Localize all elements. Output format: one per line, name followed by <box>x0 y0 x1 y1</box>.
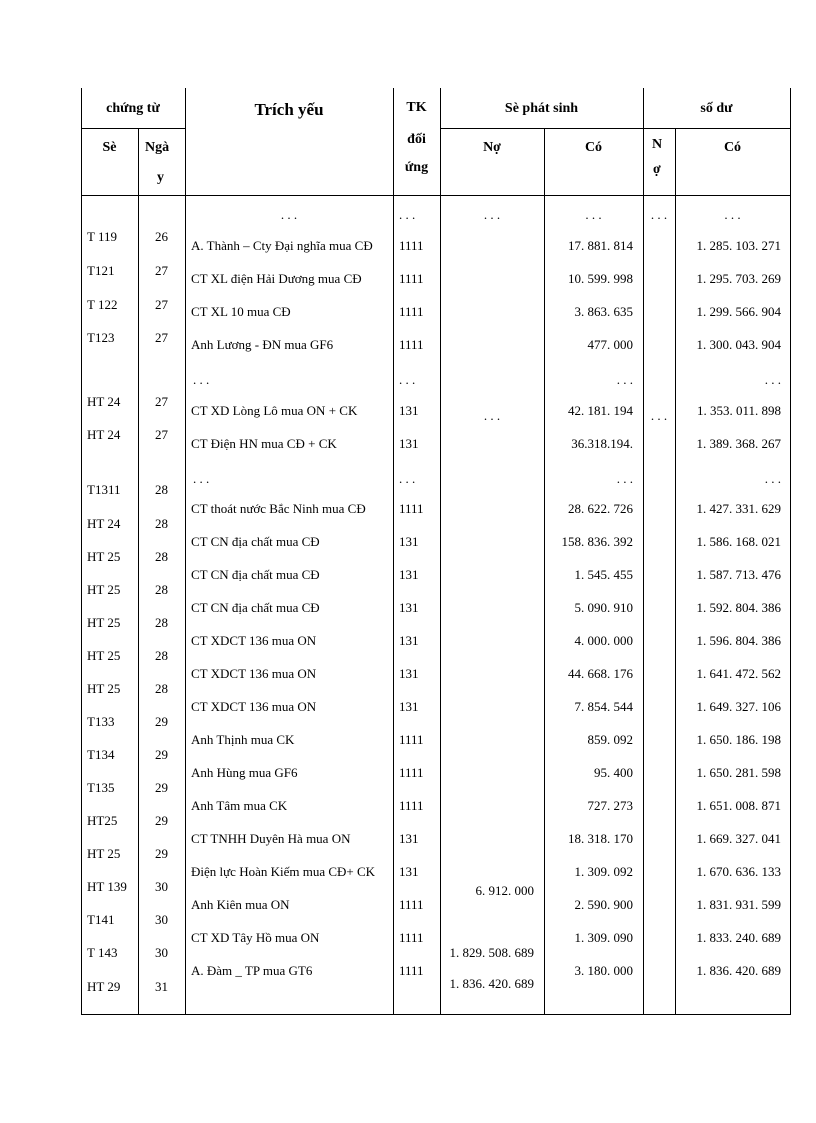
row-ngay: 27 <box>155 427 168 442</box>
row-trich-yeu: Điện lực Hoàn Kiếm mua CĐ+ CK <box>191 864 376 879</box>
row-trich-yeu: CT CN địa chất mua CĐ <box>191 567 320 582</box>
row-ngay: 30 <box>155 912 168 927</box>
row-so: HT25 <box>87 813 118 828</box>
row-co: 1. 309. 090 <box>574 930 633 945</box>
row-so: HT 24 <box>87 394 121 409</box>
row-trich-yeu: . . . <box>193 372 210 387</box>
row-co: 477. 000 <box>587 337 633 352</box>
col-rule <box>81 88 82 1015</box>
row-du-co: . . . <box>764 372 781 387</box>
row-ngay: 26 <box>155 229 168 244</box>
row-ngay: 27 <box>155 330 168 345</box>
row-ngay: 29 <box>155 780 168 795</box>
row-trich-yeu: Anh Tâm mua CK <box>191 798 288 813</box>
row-so: T123 <box>87 330 115 345</box>
row-so: T 122 <box>87 297 118 312</box>
row-du-co: 1. 650. 281. 598 <box>696 765 781 780</box>
row-so: T135 <box>87 780 115 795</box>
row-tk: 1111 <box>399 337 424 352</box>
header-ngay-cont: y <box>157 170 164 185</box>
row-tk: 1111 <box>399 271 424 286</box>
row-ngay: 28 <box>155 582 168 597</box>
row-trich-yeu: CT thoát nước Bắc Ninh mua CĐ <box>191 501 366 516</box>
row-trich-yeu: CT XD Tây Hồ mua ON <box>191 930 320 945</box>
row-ngay: 29 <box>155 747 168 762</box>
row-ngay: 27 <box>155 394 168 409</box>
row-tk: 131 <box>399 633 419 648</box>
row-co: 18. 318. 170 <box>568 831 633 846</box>
row-trich-yeu: CT XD Lòng Lô mua ON + CK <box>191 403 358 418</box>
row-trich-yeu: A. Đàm _ TP mua GT6 <box>191 963 313 978</box>
row-du-co: 1. 641. 472. 562 <box>696 666 781 681</box>
header-sub-rule <box>440 128 790 129</box>
row-ngay: 27 <box>155 297 168 312</box>
row-trich-yeu: CT XDCT 136 mua ON <box>191 666 317 681</box>
row-so: T121 <box>87 263 115 278</box>
row-tk: . . . <box>399 471 416 486</box>
row-tk: 1111 <box>399 897 424 912</box>
row-du-co: 1. 649. 327. 106 <box>696 699 781 714</box>
du-no-value-merged: . . . <box>650 408 668 423</box>
header-tk-doi: đối <box>407 132 426 147</box>
row-tk: 1111 <box>399 238 424 253</box>
header-bottom-rule <box>81 195 791 196</box>
row-trich-yeu: CT TNHH Duyên Hà mua ON <box>191 831 351 846</box>
row-ngay: 28 <box>155 615 168 630</box>
row-ngay: 29 <box>155 813 168 828</box>
ellipsis-trich-yeu: . . . <box>280 207 298 222</box>
row-tk: 1111 <box>399 798 424 813</box>
row-trich-yeu: CT XL điện Hải Dương mua CĐ <box>191 271 362 286</box>
no-amount: 1. 836. 420. 689 <box>449 976 534 991</box>
row-trich-yeu: Anh Kiên mua ON <box>191 897 290 912</box>
row-tk: 131 <box>399 666 419 681</box>
header-co: Có <box>584 140 603 155</box>
col-rule <box>643 88 644 1015</box>
row-co: 3. 180. 000 <box>574 963 633 978</box>
header-du-no-cont: ợ <box>653 162 661 177</box>
row-du-co: 1. 427. 331. 629 <box>696 501 781 516</box>
header-no: Nợ <box>483 140 501 155</box>
row-co: 3. 863. 635 <box>574 304 633 319</box>
header-so-du: số dư <box>700 101 733 116</box>
table-bottom-rule <box>81 1014 791 1015</box>
row-so: T 119 <box>87 229 117 244</box>
no-amount: 1. 829. 508. 689 <box>449 945 534 960</box>
row-so: HT 24 <box>87 516 121 531</box>
row-trich-yeu: Anh Lương - ĐN mua GF6 <box>191 337 334 352</box>
row-du-co: 1. 285. 103. 271 <box>696 238 781 253</box>
header-ngay: Ngà <box>145 140 170 155</box>
row-ngay: 31 <box>155 979 168 994</box>
row-du-co: 1. 592. 804. 386 <box>696 600 781 615</box>
row-co: 727. 273 <box>587 798 633 813</box>
row-tk: 1111 <box>399 930 424 945</box>
row-co: 158. 836. 392 <box>561 534 633 549</box>
row-ngay: 28 <box>155 681 168 696</box>
row-du-co: 1. 831. 931. 599 <box>696 897 781 912</box>
row-so: T1311 <box>87 482 121 497</box>
row-ngay: 29 <box>155 714 168 729</box>
ellipsis-co: . . . <box>585 207 602 222</box>
row-ngay: 28 <box>155 482 168 497</box>
row-ngay: 28 <box>155 648 168 663</box>
col-rule <box>393 88 394 1015</box>
row-du-co: 1. 295. 703. 269 <box>696 271 781 286</box>
row-du-co: 1. 300. 043. 904 <box>696 337 781 352</box>
no-value-merged: . . . <box>483 408 501 423</box>
row-tk: 1111 <box>399 732 424 747</box>
row-co: 44. 668. 176 <box>568 666 633 681</box>
row-co: 95. 400 <box>594 765 633 780</box>
row-du-co: 1. 836. 420. 689 <box>696 963 781 978</box>
row-tk: 1111 <box>399 501 424 516</box>
row-trich-yeu: CT CN địa chất mua CĐ <box>191 600 320 615</box>
ledger-table <box>81 88 791 1015</box>
header-trich-yeu: Trích yếu <box>254 100 324 119</box>
row-co: . . . <box>616 471 633 486</box>
row-co: 42. 181. 194 <box>568 403 633 418</box>
row-so: HT 25 <box>87 582 121 597</box>
ellipsis-no: . . . <box>483 207 501 222</box>
header-du-co: Có <box>723 140 742 155</box>
row-co: 36.318.194. <box>571 436 633 451</box>
ellipsis-du-no: . . . <box>650 207 668 222</box>
row-so: HT 25 <box>87 549 121 564</box>
row-co: 17. 881. 814 <box>568 238 633 253</box>
row-co: 2. 590. 900 <box>574 897 633 912</box>
row-tk: 131 <box>399 864 419 879</box>
row-tk: 131 <box>399 699 419 714</box>
row-du-co: 1. 833. 240. 689 <box>696 930 781 945</box>
col-rule <box>790 88 791 1015</box>
row-so: HT 25 <box>87 846 121 861</box>
row-du-co: 1. 650. 186. 198 <box>696 732 781 747</box>
row-so: T141 <box>87 912 115 927</box>
row-ngay: 28 <box>155 549 168 564</box>
row-ngay: 30 <box>155 879 168 894</box>
header-chung-tu: chứng từ <box>106 101 160 116</box>
row-du-co: 1. 670. 636. 133 <box>696 864 781 879</box>
row-du-co: 1. 353. 011. 898 <box>696 403 781 418</box>
row-so: HT 25 <box>87 681 121 696</box>
row-trich-yeu: . . . <box>193 471 210 486</box>
row-trich-yeu: A. Thành – Cty Đại nghĩa mua CĐ <box>191 238 373 253</box>
row-trich-yeu: Anh Hùng mua GF6 <box>191 765 298 780</box>
row-co: 28. 622. 726 <box>568 501 633 516</box>
row-ngay: 27 <box>155 263 168 278</box>
header-du-no: N <box>652 137 663 152</box>
row-co: 5. 090. 910 <box>574 600 633 615</box>
row-tk: 131 <box>399 436 419 451</box>
row-co: 7. 854. 544 <box>574 699 633 714</box>
row-so: T 143 <box>87 945 118 960</box>
header-so: Sè <box>102 140 117 155</box>
row-du-co: 1. 299. 566. 904 <box>696 304 781 319</box>
row-co: 1. 545. 455 <box>574 567 633 582</box>
row-so: HT 25 <box>87 648 121 663</box>
row-trich-yeu: CT Điện HN mua CĐ + CK <box>191 436 337 451</box>
row-tk: 131 <box>399 600 419 615</box>
row-ngay: 28 <box>155 516 168 531</box>
row-co: 859. 092 <box>587 732 633 747</box>
row-du-co: 1. 669. 327. 041 <box>696 831 781 846</box>
row-co: 4. 000. 000 <box>574 633 633 648</box>
row-du-co: 1. 586. 168. 021 <box>696 534 781 549</box>
col-rule <box>440 88 441 1015</box>
row-trich-yeu: CT XDCT 136 mua ON <box>191 633 317 648</box>
row-so: T133 <box>87 714 115 729</box>
row-tk: 131 <box>399 403 419 418</box>
row-tk: 131 <box>399 534 419 549</box>
ellipsis-tk: . . . <box>399 207 416 222</box>
row-so: HT 25 <box>87 615 121 630</box>
row-so: T134 <box>87 747 115 762</box>
row-trich-yeu: CT XL 10 mua CĐ <box>191 304 291 319</box>
row-so: HT 24 <box>87 427 121 442</box>
row-ngay: 29 <box>155 846 168 861</box>
row-tk: 1111 <box>399 304 424 319</box>
row-du-co: 1. 596. 804. 386 <box>696 633 781 648</box>
header-tk-ung: ứng <box>404 160 429 175</box>
row-trich-yeu: CT XDCT 136 mua ON <box>191 699 317 714</box>
header-sub-rule <box>81 128 185 129</box>
row-co: 10. 599. 998 <box>568 271 633 286</box>
row-tk: 1111 <box>399 963 424 978</box>
row-tk: 131 <box>399 567 419 582</box>
row-trich-yeu: Anh Thịnh mua CK <box>191 732 295 747</box>
header-tk: TK <box>406 100 427 115</box>
row-so: HT 139 <box>87 879 127 894</box>
row-ngay: 30 <box>155 945 168 960</box>
row-du-co: . . . <box>764 471 781 486</box>
ellipsis-du-co: . . . <box>724 207 741 222</box>
header-so-phat-sinh: Sè phát sinh <box>504 101 579 116</box>
row-tk: 1111 <box>399 765 424 780</box>
row-co: 1. 309. 092 <box>574 864 633 879</box>
row-du-co: 1. 651. 008. 871 <box>696 798 781 813</box>
row-tk: . . . <box>399 372 416 387</box>
row-du-co: 1. 587. 713. 476 <box>696 567 781 582</box>
row-trich-yeu: CT CN địa chất mua CĐ <box>191 534 320 549</box>
row-co: . . . <box>616 372 633 387</box>
row-tk: 131 <box>399 831 419 846</box>
no-amount: 6. 912. 000 <box>475 883 534 898</box>
col-rule <box>185 88 186 1015</box>
row-so: HT 29 <box>87 979 121 994</box>
row-du-co: 1. 389. 368. 267 <box>696 436 781 451</box>
